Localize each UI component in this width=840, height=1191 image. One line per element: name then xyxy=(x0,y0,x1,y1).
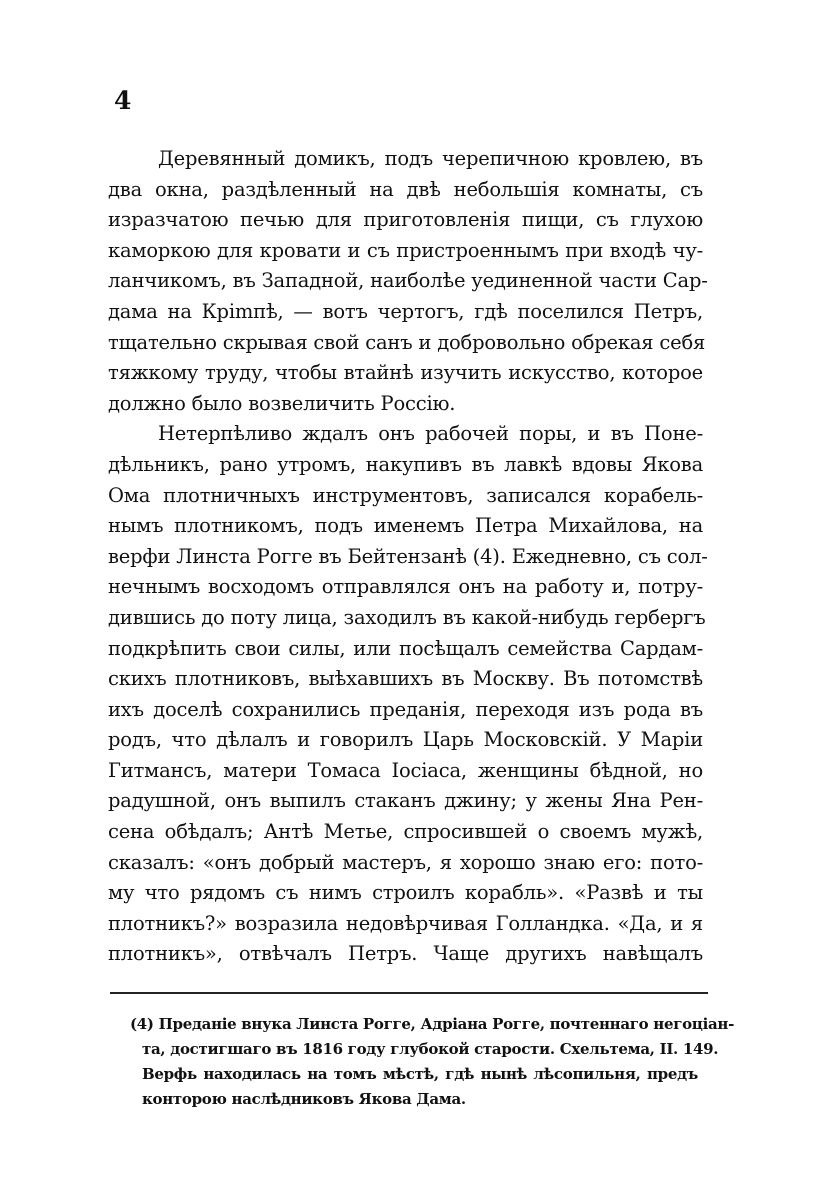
text-line: дѣльникъ, рано утромъ, накупивъ въ лавкѣ вдовы Якова xyxy=(108,452,703,476)
text-line: радушной, онъ выпилъ стаканъ джину; у жены Яна Рен- xyxy=(108,789,703,813)
text-line: подкрѣпить свои силы, или посѣщалъ семейства Сардам- xyxy=(108,636,703,660)
text-line: дама на Крimпѣ, — вотъ чертогъ, гдѣ поселился Петръ, xyxy=(108,299,703,323)
text-line: плотникъ», отвѣчалъ Петръ. Чаще другихъ навѣщалъ xyxy=(108,942,703,966)
text-line: родъ, что дѣлалъ и говорилъ Царь Московскій. У Маріи xyxy=(108,728,703,752)
text-line: нымъ плотникомъ, подъ именемъ Петра Михайлова, на xyxy=(108,514,703,538)
text-line: му что рядомъ съ нимъ строилъ корабль». «Развѣ и ты xyxy=(108,881,703,905)
page-number: 4 xyxy=(114,86,132,115)
text-line: ланчикомъ, въ Западной, наиболѣе уединенной части Сар- xyxy=(108,269,708,293)
text-line: Гитмансъ, матери Томаса Іосіаса, женщины бѣдной, но xyxy=(108,758,703,782)
footnote-line: та, достигшаго въ 1816 году глубокой старости. Схельтема, II. 149. xyxy=(142,1040,719,1058)
text-line: должно было возвеличить Россію. xyxy=(108,391,456,415)
text-line: тщательно скрывая свой санъ и добровольно обрекая себя xyxy=(108,330,706,354)
footnote-line: конторою наслѣдниковъ Якова Дама. xyxy=(142,1090,466,1108)
text-line: скихъ плотниковъ, выѣхавшихъ въ Москву. Въ потомствѣ xyxy=(108,667,703,691)
text-line: плотникъ?» возразила недовѣрчивая Голландка. «Да, и я xyxy=(108,911,703,935)
text-line: нечнымъ восходомъ отправлялся онъ на работу и, потру- xyxy=(108,575,703,599)
text-line: каморкою для кровати и съ пристроеннымъ при входѣ чу- xyxy=(108,238,703,262)
body-text xyxy=(108,144,708,970)
text-line: Деревянный домикъ, подъ черепичною кровлею, въ xyxy=(158,147,703,170)
text-line: изразчатою печью для приготовленія пищи, съ глухою xyxy=(108,208,703,232)
text-line: Ома плотничныхъ инструментовъ, записался корабель- xyxy=(108,483,703,507)
text-line: верфи Линста Рогге въ Бейтензанѣ (4). Ежедневно, съ сол- xyxy=(108,544,708,568)
text-line: Нетерпѣливо ждалъ онъ рабочей поры, и въ Поне- xyxy=(158,422,703,446)
text-line: тяжкому труду, чтобы втайнѣ изучить искусство, которое xyxy=(108,361,703,385)
text-line: сена обѣдалъ; Антѣ Метье, спросившей о своемъ мужѣ, xyxy=(108,820,703,844)
text-line: ихъ доселѣ сохранились преданія, переходя изъ рода въ xyxy=(108,697,703,721)
footnote xyxy=(130,1012,734,1112)
footnote-line: Верфь находилась на томъ мѣстѣ, гдѣ нынѣ лѣсопильня, предъ xyxy=(142,1065,698,1083)
text-line: дившись до поту лица, заходилъ въ какой-нибудь гербергъ xyxy=(108,605,706,629)
footnote-divider xyxy=(110,992,708,994)
footnote-line: (4) Преданіе внука Линста Рогге, Адріана Рогге, почтеннаго негоціан- xyxy=(130,1015,734,1033)
text-line: два окна, раздѣленный на двѣ небольшія комнаты, съ xyxy=(108,177,703,201)
text-line: сказалъ: «онъ добрый мастеръ, я хорошо знаю его: пото- xyxy=(108,850,703,874)
